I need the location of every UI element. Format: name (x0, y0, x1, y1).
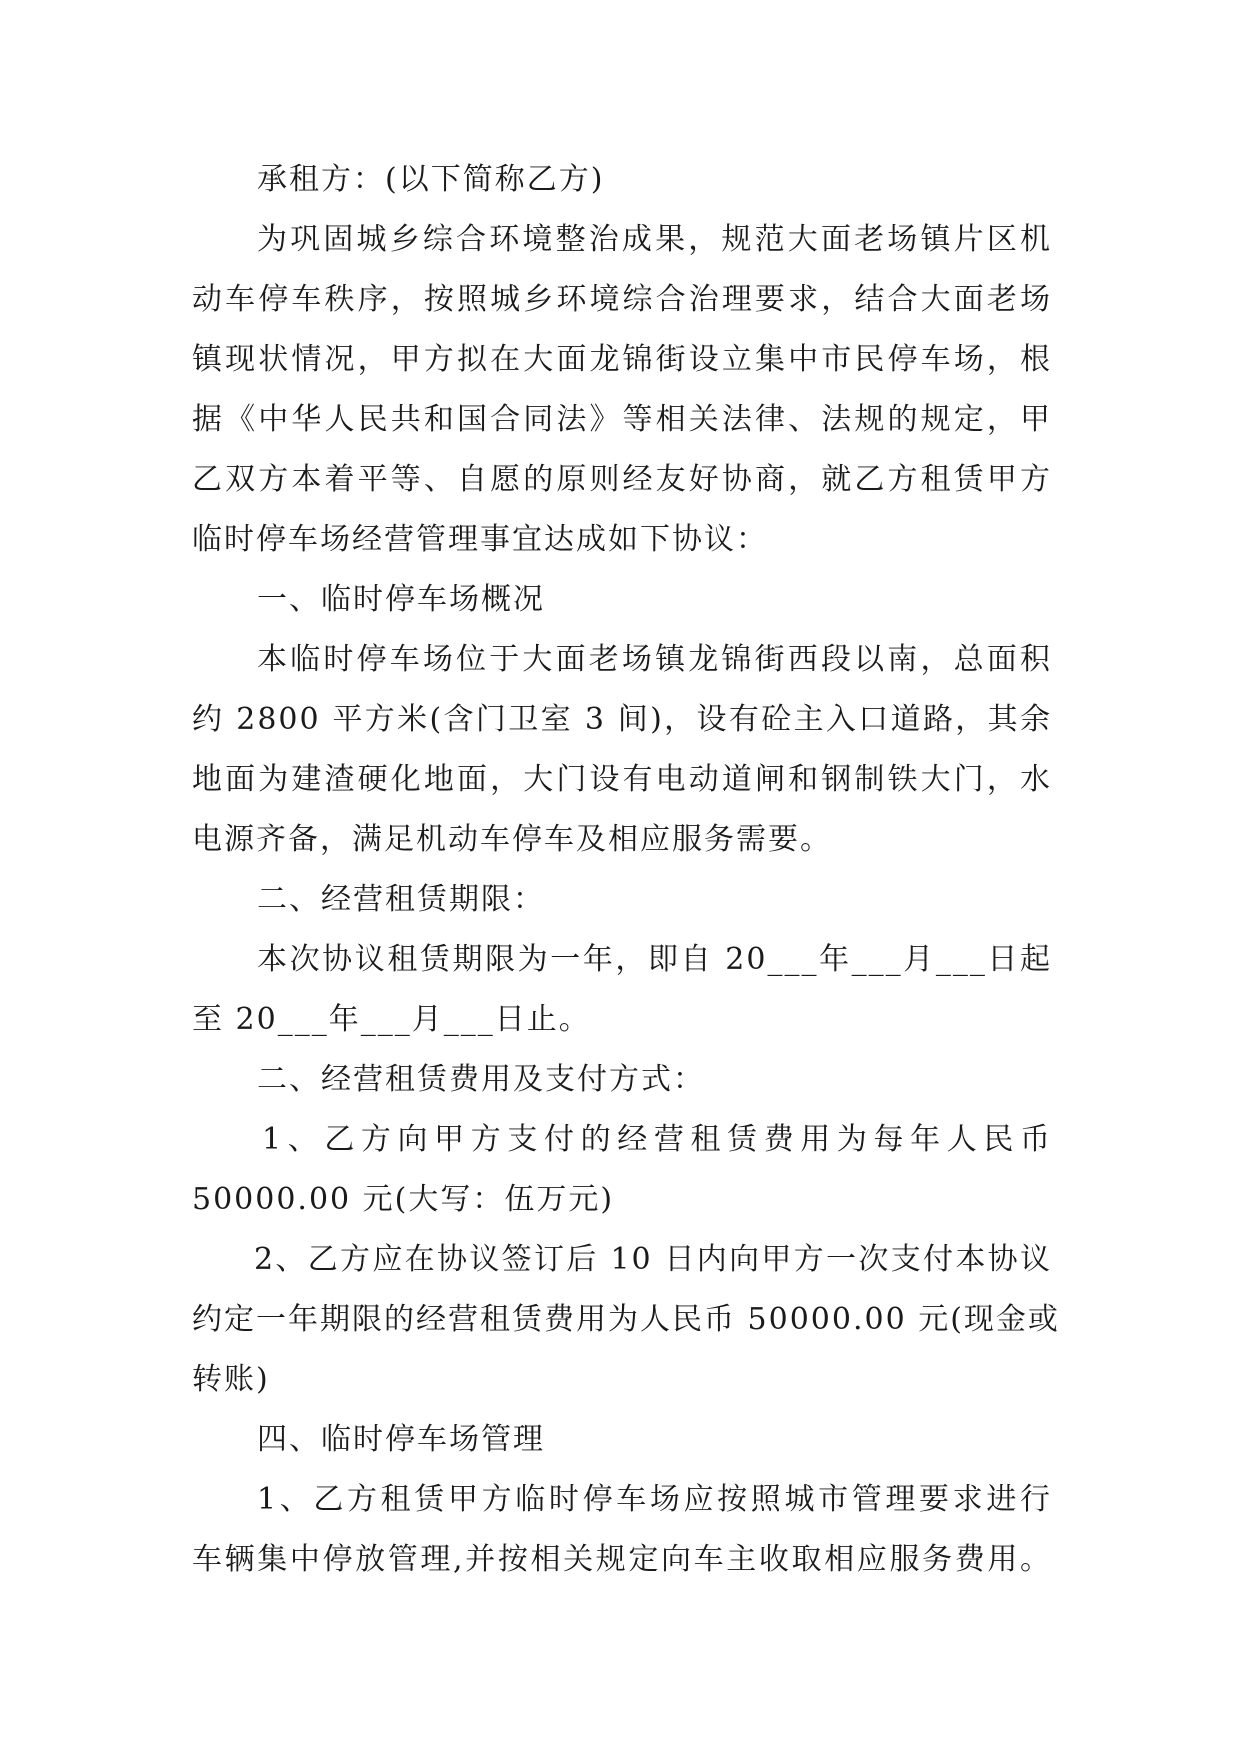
paragraph-line: 至 20___年___月___日止。 (192, 1002, 591, 1037)
paragraph-line: 据《中华人民共和国合同法》等相关法律、法规的规定，甲 (192, 402, 1052, 437)
clause-line: 车辆集中停放管理,并按相关规定向车主收取相应服务费用。 (192, 1542, 1052, 1577)
paragraph-line: 为巩固城乡综合环境整治成果，规范大面老场镇片区机 (257, 222, 1052, 257)
paragraph-line: 乙双方本着平等、自愿的原则经友好协商，就乙方租赁甲方 (192, 462, 1052, 497)
clause-line: 约定一年期限的经营租赁费用为人民币 50000.00 元(现金或 (192, 1302, 1060, 1337)
clause-line: 2、乙方应在协议签订后 10 日内向甲方一次支付本协议 (254, 1242, 1052, 1277)
paragraph-line: 本次协议租赁期限为一年，即自 20___年___月___日起 (257, 942, 1052, 977)
clause-line: 50000.00 元(大写：伍万元) (192, 1182, 615, 1217)
section-heading: 一、临时停车场概况 (257, 582, 545, 617)
clause-line: 1、乙方租赁甲方临时停车场应按照城市管理要求进行 (257, 1482, 1052, 1517)
clause-line: 1、乙方向甲方支付的经营租赁费用为每年人民币 (262, 1122, 1052, 1157)
paragraph-line: 约 2800 平方米(含门卫室 3 间)，设有砼主入口道路，其余 (192, 702, 1052, 737)
paragraph-line: 电源齐备，满足机动车停车及相应服务需要。 (192, 822, 832, 857)
paragraph-line: 镇现状情况，甲方拟在大面龙锦街设立集中市民停车场，根 (192, 342, 1052, 377)
lessee-line: 承租方：(以下简称乙方) (257, 162, 605, 197)
paragraph-line: 动车停车秩序，按照城乡环境综合治理要求，结合大面老场 (192, 282, 1052, 317)
paragraph-line: 地面为建渣硬化地面，大门设有电动道闸和钢制铁大门，水 (192, 762, 1052, 797)
section-heading: 二、经营租赁费用及支付方式： (257, 1062, 705, 1097)
section-heading: 二、经营租赁期限： (257, 882, 545, 917)
clause-line: 转账) (192, 1362, 270, 1397)
paragraph-line: 本临时停车场位于大面老场镇龙锦街西段以南，总面积 (257, 642, 1052, 677)
paragraph-line: 临时停车场经营管理事宜达成如下协议： (192, 522, 768, 557)
section-heading: 四、临时停车场管理 (257, 1422, 545, 1457)
